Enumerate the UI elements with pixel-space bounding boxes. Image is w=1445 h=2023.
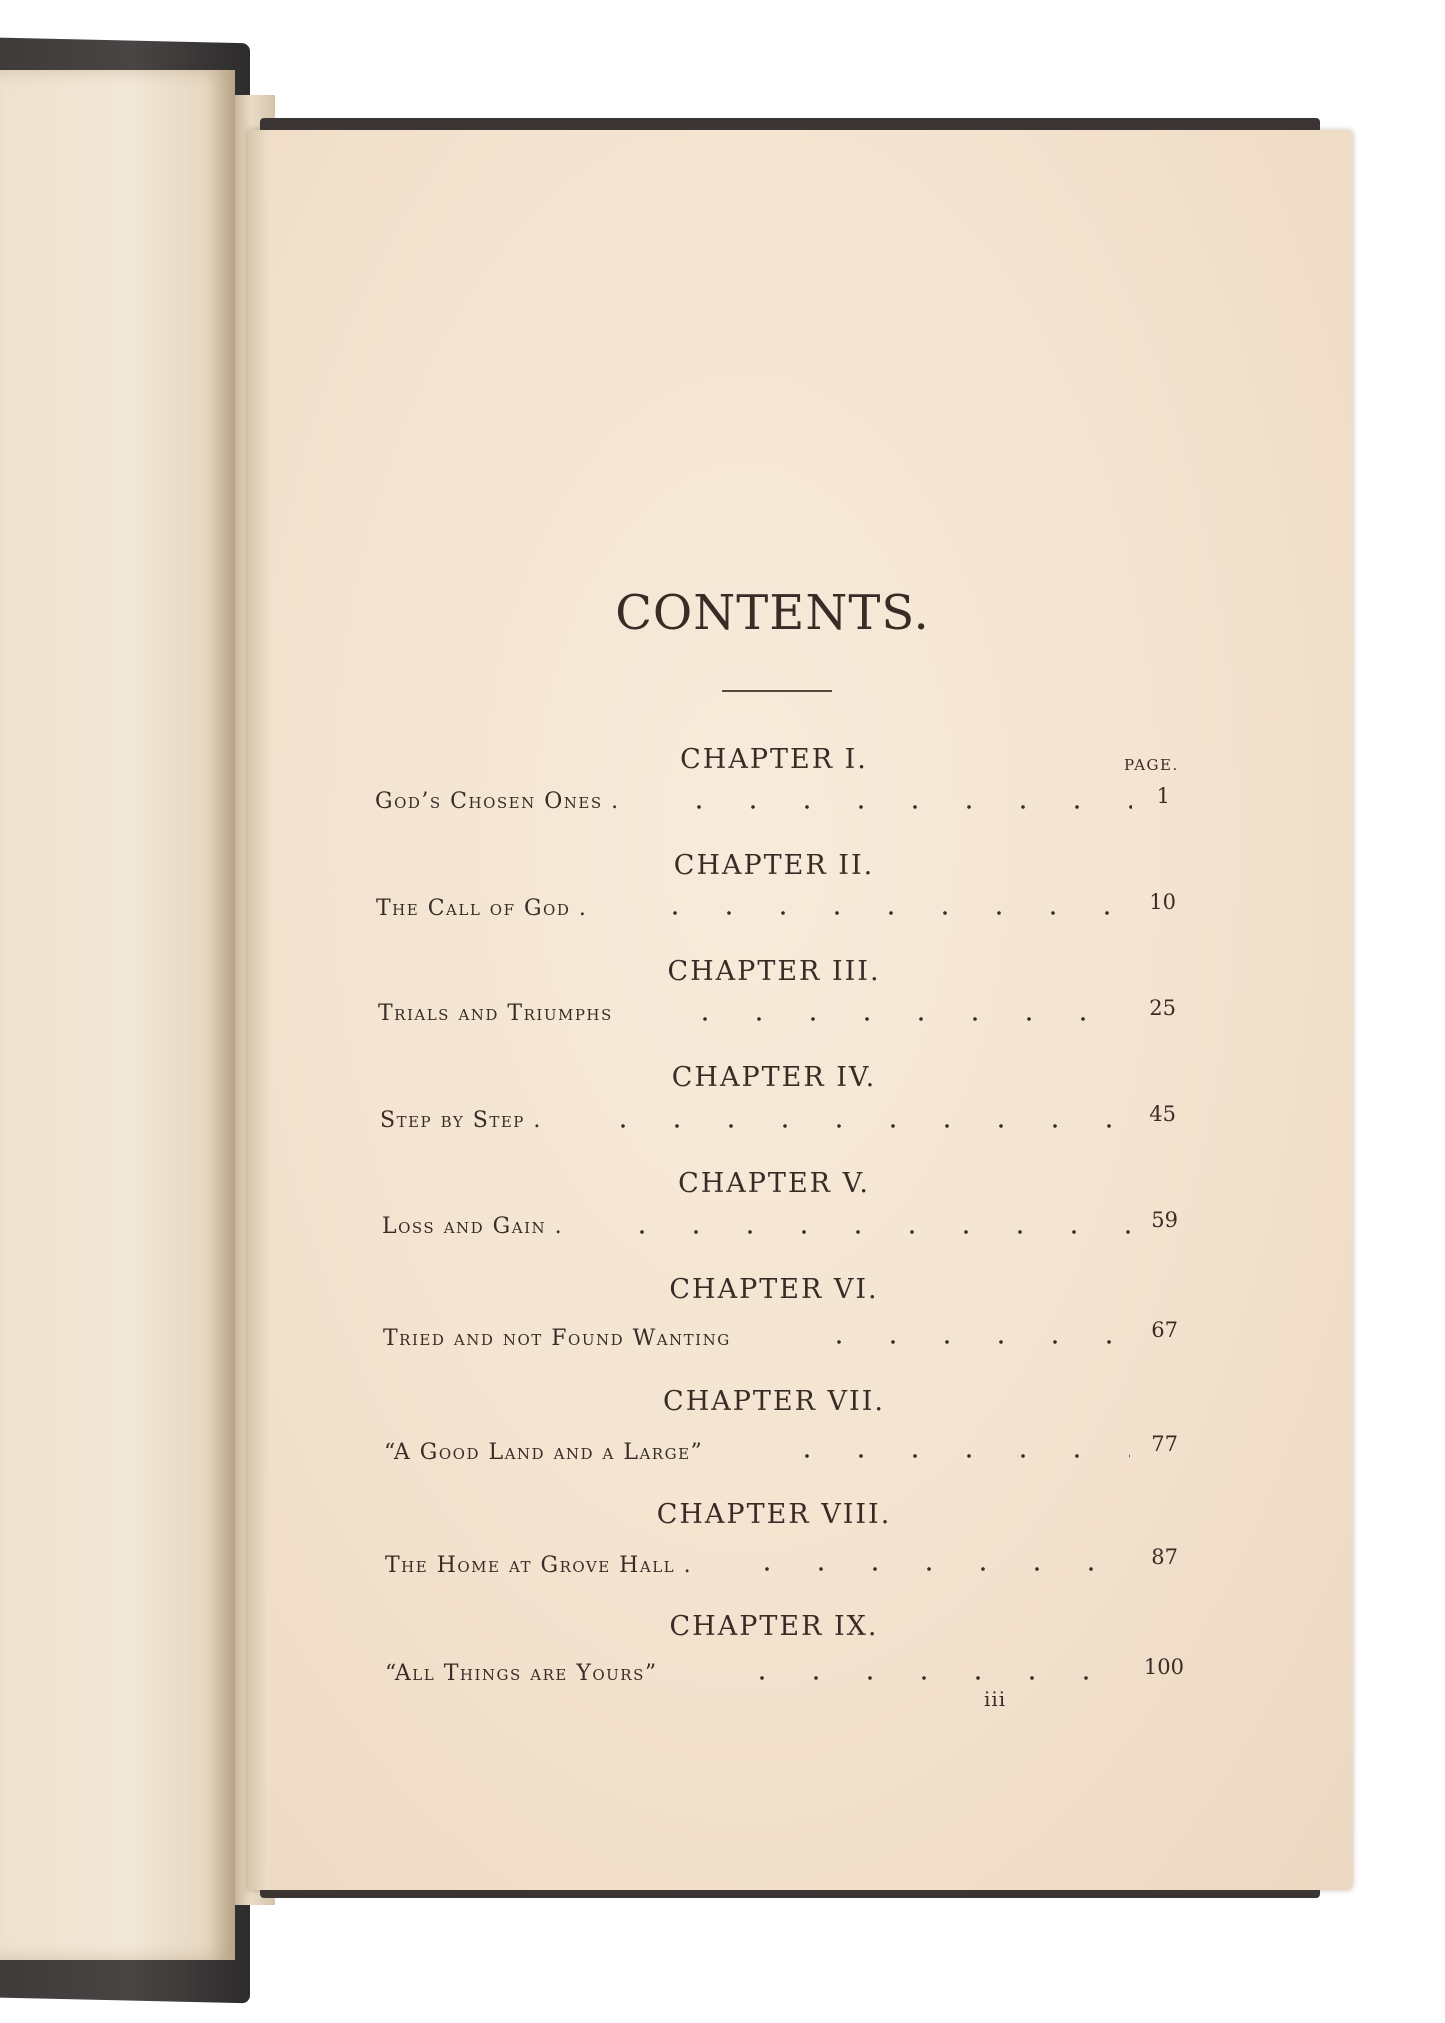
- page-number: 67: [1151, 1318, 1178, 1342]
- page-number: 25: [1149, 996, 1176, 1020]
- leader-dots: [812, 1340, 1112, 1344]
- page-number: 1: [1156, 784, 1170, 808]
- page-number: 77: [1151, 1432, 1178, 1456]
- chapter-heading: CHAPTER IV.: [671, 1062, 877, 1093]
- chapter-title: God’s Chosen Ones .: [375, 789, 620, 814]
- page-number: 10: [1149, 890, 1176, 914]
- chapter-heading: CHAPTER I.: [680, 744, 868, 775]
- chapter-heading: CHAPTER II.: [673, 850, 875, 881]
- leader-dots: [672, 805, 1132, 809]
- chapter-heading: CHAPTER VII.: [663, 1386, 885, 1417]
- chapter-title: “All Things are Yours”: [385, 1661, 658, 1686]
- left-page: [0, 70, 235, 1960]
- chapter-title: Trials and Triumphs: [378, 1001, 613, 1026]
- chapter-title: Step by Step .: [380, 1108, 542, 1133]
- chapter-title: Loss and Gain .: [382, 1214, 564, 1239]
- chapter-heading: CHAPTER V.: [678, 1168, 870, 1199]
- chapter-title: Tried and not Found Wanting: [383, 1326, 731, 1351]
- chapter-heading: CHAPTER VIII.: [656, 1499, 892, 1530]
- chapter-title: The Home at Grove Hall .: [385, 1553, 693, 1578]
- page-number: 100: [1143, 1655, 1184, 1679]
- title-rule: [722, 690, 832, 692]
- leader-dots: [735, 1676, 1130, 1680]
- chapter-title: The Call of God .: [376, 896, 588, 921]
- page-number: 87: [1151, 1545, 1178, 1569]
- leader-dots: [740, 1567, 1115, 1571]
- leader-dots: [596, 1124, 1116, 1128]
- page-column-label: PAGE.: [1124, 756, 1179, 774]
- chapter-heading: CHAPTER VI.: [669, 1274, 879, 1305]
- chapter-heading: CHAPTER III.: [667, 956, 881, 987]
- page-inner-edge: [248, 130, 270, 1890]
- leader-dots: [615, 1230, 1130, 1234]
- leader-dots: [678, 1017, 1128, 1021]
- chapter-heading: CHAPTER IX.: [669, 1611, 879, 1642]
- page-title: CONTENTS.: [615, 585, 930, 641]
- page-number: 59: [1151, 1208, 1178, 1232]
- leader-dots: [648, 911, 1118, 915]
- page-folio: iii: [984, 1687, 1007, 1711]
- leader-dots: [780, 1454, 1130, 1458]
- chapter-title: “A Good Land and a Large”: [384, 1440, 704, 1465]
- page-number: 45: [1149, 1102, 1176, 1126]
